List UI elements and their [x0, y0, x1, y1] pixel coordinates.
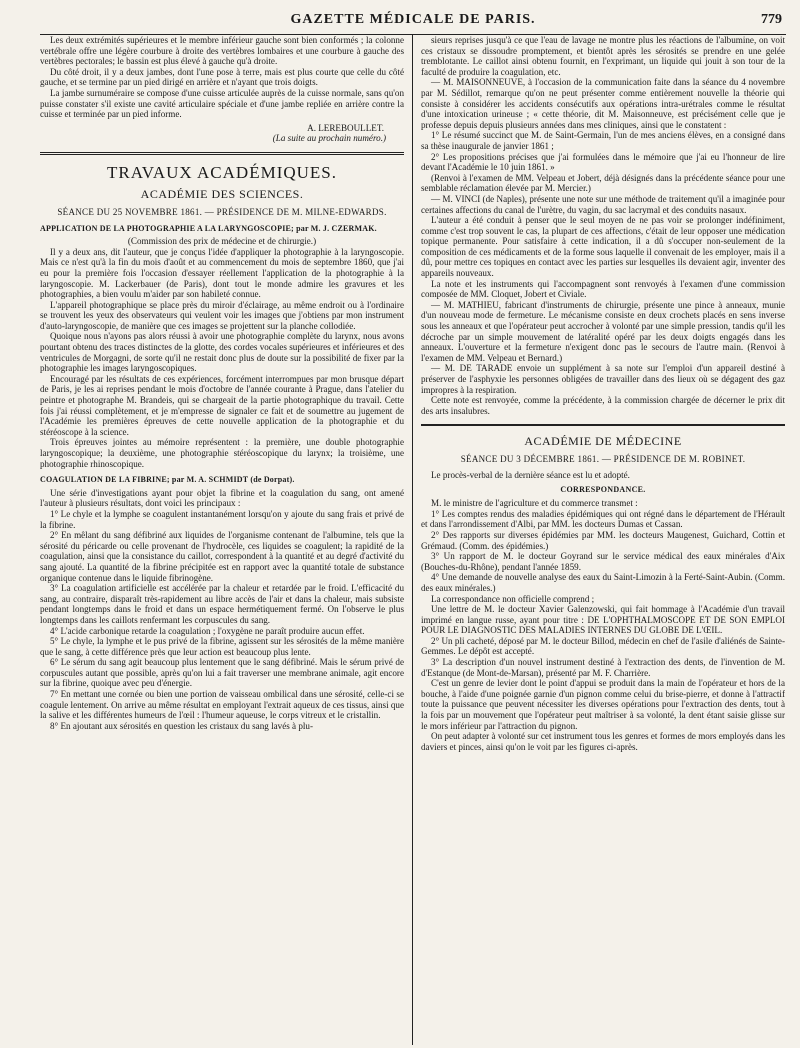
left-column [40, 35, 413, 1045]
paragraph: 4° L'acide carbonique retarde la coagulation ; l'oxygène ne paraît produire aucun effet. [50, 625, 365, 636]
paragraph: 2° Des rapports sur diverses épidémies par MM. les docteurs Maugenest, Guichard, Cottin et Grémaud. (Comm. des épidémies.) [421, 529, 785, 551]
paragraph: (Renvoi à l'examen de MM. Velpeau et Jobert, déjà désignés dans la précédente séance pour une semblable réclamation élevée par M. Mercier.) [421, 172, 785, 194]
academy-title: ACADÉMIE DE MÉDECINE [524, 434, 682, 449]
paragraph: Une lettre de M. le docteur Xavier Galenzowski, qui fait hommage à l'Académie d'un travail imprimé en langue russe, ayant pour titre : DE L'OPHTHALMOSCOPE ET DE SON EMPLOI POUR LE DIAGNOSTIC DES MALADIES INTERNES DU GLOBE DE L'ŒIL. [421, 604, 785, 636]
paragraph: On peut adapter à volonté sur cet instrument tous les genres et formes de mors employés dans les daviers et pinces, ainsi qu'on le voit par les figures ci-après. [421, 731, 785, 752]
right-column [413, 35, 785, 1045]
paragraph: Trois épreuves jointes au mémoire représentent : la première, une double photographie laryngoscopique; la deuxième, une photographie stéréoscopique du larynx; la troisième, une photographie rhinoscopique. [40, 437, 404, 469]
paragraph: La correspondance non officielle comprend ; [431, 593, 595, 604]
section-divider [40, 152, 404, 155]
paragraph: Le procès-verbal de la dernière séance est lu et adopté. [431, 469, 630, 480]
author-signature: A. LEREBOULLET. [307, 122, 384, 133]
paragraph: 3° Un rapport de M. le docteur Goyrand sur le service médical des eaux minérales d'Aix (Bouches-du-Rhône), pendant l'année 1859. [421, 551, 785, 572]
section-divider [421, 424, 785, 426]
paragraph: C'est un genre de levier dont le point d'appui se produit dans la main de l'opérateur et hors de la bouche, à l'aide d'une poignée garnie d'un pignon comme celui du brise-pierre, et donne à l'attractif toute la puissance que peuvent nécessiter les diverses opérations pour l'extraction des dents, tout à la fois par un mouvement que l'opérateur peut maîtriser à sa volonté, la dent étant saisie glisse sur le mors inférieur par l'attraction du pignon. [421, 678, 785, 731]
paragraph: Une série d'investigations ayant pour objet la fibrine et la coagulation du sang, ont amené l'auteur à plusieurs résultats, dont voici les principaux : [40, 487, 404, 509]
paragraph: sieurs reprises jusqu'à ce que l'eau de lavage ne montre plus les réactions de l'albumine, on voit ces cristaux se dissoudre promptement, et bientôt après les sérosités se prendre en une gelée tremblotante. Le caillot ainsi obtenu fournit, en l'exprimant, un liquide qui jouit à son tour de la faculté de produire la coagulation, etc. [421, 35, 785, 77]
paragraph: Encouragé par les résultats de ces expériences, forcément interrompues par mon brusque départ de Paris, je les ai reprises pendant le mois d'octobre de l'année courante à Prague, dans l'atelier du peintre et photographe M. Brandeis, qui se chargeait de la partie photographique du travail. Cette fois j'ai réussi complètement, et je m'empresse de signaler ce fait et de soumettre au jugement de l'Académie les premières épreuves de cette nouvelle application de la photographie et du stéréoscope à la science. [40, 373, 404, 437]
paragraph: 8° En ajoutant aux sérosités en question les cristaux du sang lavés à plu- [50, 720, 313, 731]
columns [40, 35, 786, 1045]
paragraph: 5° Le chyle, la lymphe et le pus privé de la fibrine, agissent sur les sérosités de la même manière que le sang, à cette différence près que leur action est beaucoup plus lente. [40, 636, 404, 657]
academy-title: ACADÉMIE DES SCIENCES. [140, 186, 304, 201]
commission-note: (Commission des prix de médecine et de chirurgie.) [127, 236, 317, 247]
paragraph: — M. MATHIEU, fabricant d'instruments de chirurgie, présente une pince à anneaux, munie d'un nouveau mode de fermeture. Le mécanisme consiste en deux crochets placés en sens inverse sous les anneaux et que l'opérateur peut accrocher à volonté par une simple pression, tandis qu'il les décroche par un simple mouvement de latéralité opéré par les deux doigts engagés dans les anneaux. L'ouverture et la fermeture n'exigent donc pas le secours de l'autre main. (Renvoi à l'examen de MM. Velpeau et Bernard.) [421, 299, 785, 363]
paragraph: 2° Les propositions précises que j'ai formulées dans le mémoire que j'ai eu l'honneur de lire devant l'Académie le 10 juin 1861. » [421, 151, 785, 173]
paragraph: 6° Le sérum du sang agit beaucoup plus lentement que le sang défibriné. Mais le sérum privé de corpuscules autant que possible, après qu'on lui a fait traverser une membrane animale, agit encore sur la fibrine, quoique avec peu d'énergie. [40, 657, 404, 689]
article-title: COAGULATION DE LA FIBRINE; par M. A. SCHMIDT (de Dorpat). [40, 475, 295, 485]
paragraph: 4° Une demande de nouvelle analyse des eaux du Saint-Limozin à la Ferté-Saint-Aubin. (Comm. des eaux minérales.) [421, 572, 785, 593]
paragraph: 2° En mêlant du sang défibriné aux liquides de l'organisme contenant de l'albumine, tels que la sérosité du péricarde ou celle provenant de l'hydrocèle, ces liquides se coagulent; la rapidité de la coagulation, ainsi que la consistance du caillot, correspondent à la quantité et au degré d'activité du sang ajouté. La quantité de la fibrine précipitée est en rapport avec la quantité totale de substance organique contenue dans le liquide fibrinogène. [40, 530, 404, 583]
paragraph: 1° Le chyle et la lymphe se coagulent instantanément lorsqu'on y ajoute du sang frais et privé de la fibrine. [40, 508, 404, 530]
paragraph: 1° Le résumé succinct que M. de Saint-Germain, l'un de mes anciens élèves, en a consigné dans sa thèse inaugurale de janvier 1861 ; [421, 130, 785, 151]
paragraph: 2° Un pli cacheté, déposé par M. le docteur Billod, médecin en chef de l'asile d'aliénés de Sainte-Gemmes. Le dépôt est accepté. [421, 635, 785, 657]
article-title: APPLICATION DE LA PHOTOGRAPHIE A LA LARYNGOSCOPIE; par M. J. CZERMAK. [40, 223, 377, 233]
paragraph: La jambe surnuméraire se compose d'une cuisse articulée auprès de la cuisse normale, sans qu'on puisse constater s'il existe une cavité articulaire spéciale et d'une jambe repliée en arrière contre la cuisse et terminée par un pied informe. [40, 87, 404, 120]
continuation-note: (La suite au prochain numéro.) [272, 133, 386, 144]
paragraph: Cette note est renvoyée, comme la précédente, à la commission chargée de décerner le prix dit des arts insalubres. [421, 395, 785, 416]
paragraph: 3° La description d'un nouvel instrument destiné à l'extraction des dents, de l'invention de M. d'Estanque (de Mont-de-Marsan), présenté par M. F. Charrière. [421, 657, 785, 678]
paragraph: 7° En mettant une cornée ou bien une portion de vaisseau ombilical dans une sérosité, celle-ci se coagule lentement. On arrive au même résultat en employant l'extrait aqueux de ces tissus, ainsi que la salive et les différentes humeurs de l'œil : l'humeur aqueuse, le corps vitreux et le cristallin. [40, 689, 405, 721]
paragraph: Quoique nous n'ayons pas alors réussi à avoir une photographie complète du larynx, nous avons pourtant obtenu des traces distinctes de la glotte, des cordes vocales supérieures et inférieures et des ventricules de Morgagni, de sorte qu'il ne restait donc plus de doute sur la possibilité de fixer par la photographie les images laryngoscopiques. [40, 331, 404, 374]
paragraph: — M. VINCI (de Naples), présente une note sur une méthode de traitement qu'il a imaginée pour certaines affections du canal de l'urètre, du vagin, du sac lacrymal et des conduits nasaux. [421, 193, 785, 215]
paragraph: — M. DE TARADE envoie un supplément à sa note sur l'emploi d'un appareil destiné à préserver de l'asphyxie les personnes obligées de travailler dans des lieux où se dégagent des gaz impropres à la respiration. [421, 363, 785, 395]
paragraph: Il y a deux ans, dit l'auteur, que je conçus l'idée d'appliquer la photographie à la laryngoscopie. Mais ce n'est qu'à la fin du mois d'août et au commencement du mois de septembre 1860, que j'ai eu pour la première fois l'occasion d'essayer réellement l'application de la photographie à la laryngoscopie. M. Lackerbauer (de Paris), dont tout le monde admire les gravures et les photographies, a bien voulu m'aider par son habileté connue. [40, 246, 404, 300]
paragraph: La note et les instruments qui l'accompagnent sont renvoyés à l'examen d'une commission composée de MM. Cloquet, Jobert et Civiale. [421, 278, 785, 300]
page-number: 779 [761, 12, 782, 27]
paragraph: Du côté droit, il y a deux jambes, dont l'une pose à terre, mais est plus courte que celle du côté gauche, et se termine par un pied dirigé en arrière et n'ayant que trois doigts. [40, 66, 404, 88]
paragraph: L'auteur a été conduit à penser que le seul moyen de ne pas voir se prolonger indéfiniment, comme c'est trop souvent le cas, la plupart de ces affections, c'était de leur opposer une médication topique permanente. Pour satisfaire à cette indication, il a dû s'occuper non-seulement de la composition de ces médicaments et de la forme sous laquelle il convenait de les employer, mais il a dû, pour mettre ces topiques en contact avec les parties sur lesquelles ils devaient agir, inventer des appareils nouveaux. [421, 215, 785, 279]
section-title: TRAVAUX ACADÉMIQUES. [106, 162, 337, 182]
paragraph: 3° La coagulation artificielle est accélérée par la chaleur et retardée par le froid. L'efficacité du sang, au contraire, disparaît très-rapidement au libre accès de l'air et dans la chaleur, mais subsiste pendant longtemps dans le froid et dans un espace hermétiquement fermé. On l'observe le plus longtemps dans les caillots renfermant les corpuscules du sang. [40, 583, 404, 625]
paragraph: L'appareil photographique se place près du miroir d'éclairage, au même endroit ou à l'ordinaire se trouvent les yeux des observateurs qui veulent voir les images que j'obtiens par mon instrument d'auto-laryngoscopie, de manière que ces images se projettent sur la planche collodiée. [40, 299, 404, 331]
journal-title: GAZETTE MÉDICALE DE PARIS. [290, 12, 536, 27]
session-line: SÉANCE DU 3 DÉCEMBRE 1861. — PRÉSIDENCE DE M. ROBINET. [460, 454, 746, 465]
paragraph: — M. MAISONNEUVE, à l'occasion de la communication faite dans la séance du 4 novembre par M. Sédillot, remarque qu'on ne peut présenter comme entièrement nouvelle la théorie qui consiste à considérer les accidents consécutifs aux opérations intra-urétrales comme le résultat d'une intoxication urineuse ; « cette théorie, dit M. Maisonneuve, est précisément celle que je professe depuis depuis plusieurs années dans mes cliniques, ainsi que le constatent : [421, 77, 785, 130]
correspondance-heading: CORRESPONDANCE. [560, 484, 646, 494]
running-header [40, 8, 786, 35]
session-line: SÉANCE DU 25 NOVEMBRE 1861. — PRÉSIDENCE DE M. MILNE-EDWARDS. [57, 206, 387, 217]
paragraph: M. le ministre de l'agriculture et du commerce transmet : [431, 498, 638, 509]
paragraph: Les deux extrémités supérieures et le membre inférieur gauche sont bien conformés ; la colonne vertébrale offre une légère courbure à droite des vertèbres lombaires et une courbure à gauche des vertèbres pectorales; le bassin est plus élevé à gauche qu'à droite. [40, 35, 404, 67]
paragraph: 1° Les comptes rendus des maladies épidémiques qui ont régné dans le département de l'Hérault et dans l'arrondissement d'Albi, par MM. les docteurs Dumas et Cassan. [421, 508, 785, 530]
